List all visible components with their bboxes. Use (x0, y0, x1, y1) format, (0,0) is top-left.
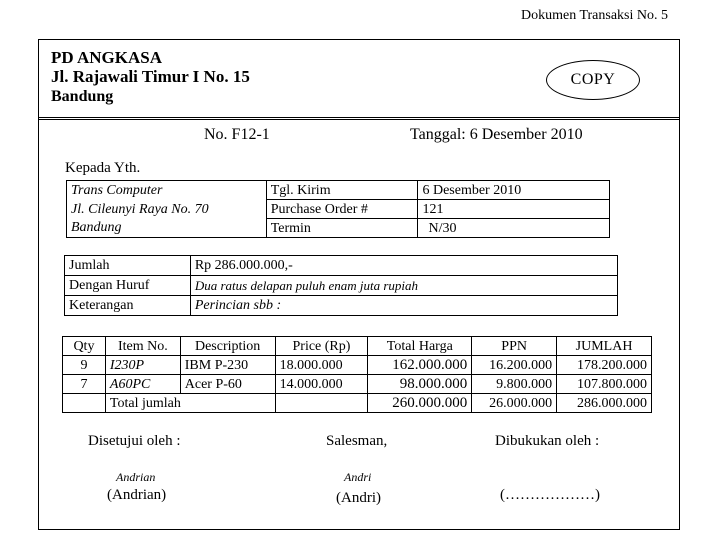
total-label: Total jumlah (105, 394, 275, 413)
items-table (62, 336, 652, 413)
column-header: Description (180, 337, 275, 356)
item-description: IBM P-230 (180, 356, 275, 375)
item-jumlah: 178.200.000 (557, 356, 652, 375)
column-header: Qty (63, 337, 106, 356)
amount-value: Rp 286.000.000,- (190, 256, 617, 276)
recipient-name: Trans Computer (67, 181, 267, 200)
amount-table (64, 255, 618, 316)
table-row (67, 181, 610, 200)
total-ppn: 26.000.000 (472, 394, 557, 413)
booked-by-label: Dibukukan oleh : (495, 433, 600, 449)
total-empty-cell (275, 394, 368, 413)
table-row (67, 200, 610, 219)
header-divider (38, 117, 680, 120)
document-label: Dokumen Transaksi No. 5 (520, 8, 668, 23)
table-row (65, 296, 618, 316)
item-number: A60PC (105, 375, 180, 394)
item-qty: 7 (63, 375, 106, 394)
salesman-label: Salesman, (326, 433, 388, 449)
column-header: PPN (472, 337, 557, 356)
company-city: Bandung (51, 88, 114, 105)
table-row (65, 276, 618, 296)
column-header: JUMLAH (557, 337, 652, 356)
company-address: Jl. Rajawali Timur I No. 15 (51, 67, 250, 86)
table-row (67, 219, 610, 238)
shipping-label: Purchase Order # (266, 200, 418, 219)
salesman-signature: Andri (344, 470, 372, 484)
approved-by-name: (Andrian) (107, 487, 167, 503)
table-header-row (63, 337, 652, 356)
item-total: 162.000.000 (368, 356, 472, 375)
table-row (63, 375, 652, 394)
invoice-date: Tanggal: 6 Desember 2010 (410, 126, 583, 143)
invoice-number: No. F12-1 (204, 126, 270, 143)
item-total: 98.000.000 (368, 375, 472, 394)
amount-words-value: Dua ratus delapan puluh enam juta rupiah (190, 276, 617, 296)
item-number: I230P (105, 356, 180, 375)
remarks-value: Perincian sbb : (190, 296, 617, 316)
shipping-label: Termin (266, 219, 418, 238)
approved-signature: Andrian (116, 470, 156, 484)
copy-stamp: COPY (546, 60, 640, 100)
table-total-row (63, 394, 652, 413)
item-ppn: 16.200.000 (472, 356, 557, 375)
company-name: PD ANGKASA (51, 48, 162, 67)
column-header: Item No. (105, 337, 180, 356)
shipping-label: Tgl. Kirim (266, 181, 418, 200)
recipient-city: Bandung (67, 219, 267, 238)
amount-words-label: Dengan Huruf (65, 276, 191, 296)
column-header: Price (Rp) (275, 337, 368, 356)
table-row (65, 256, 618, 276)
shipping-value: 121 (418, 200, 610, 219)
item-qty: 9 (63, 356, 106, 375)
remarks-label: Keterangan (65, 296, 191, 316)
recipient-address: Jl. Cileunyi Raya No. 70 (67, 200, 267, 219)
shipping-value: 6 Desember 2010 (418, 181, 610, 200)
recipient-shipping-table (66, 180, 610, 238)
column-header: Total Harga (368, 337, 472, 356)
item-jumlah: 107.800.000 (557, 375, 652, 394)
item-price: 18.000.000 (275, 356, 368, 375)
recipient-heading: Kepada Yth. (65, 160, 141, 176)
total-jumlah: 286.000.000 (557, 394, 652, 413)
total-harga: 260.000.000 (368, 394, 472, 413)
item-description: Acer P-60 (180, 375, 275, 394)
booked-by-name: (………………) (500, 487, 600, 503)
approved-by-label: Disetujui oleh : (88, 433, 181, 449)
total-empty-cell (63, 394, 106, 413)
item-price: 14.000.000 (275, 375, 368, 394)
salesman-name: (Andri) (336, 490, 381, 506)
item-ppn: 9.800.000 (472, 375, 557, 394)
table-row (63, 356, 652, 375)
amount-label: Jumlah (65, 256, 191, 276)
shipping-value: N/30 (418, 219, 610, 238)
